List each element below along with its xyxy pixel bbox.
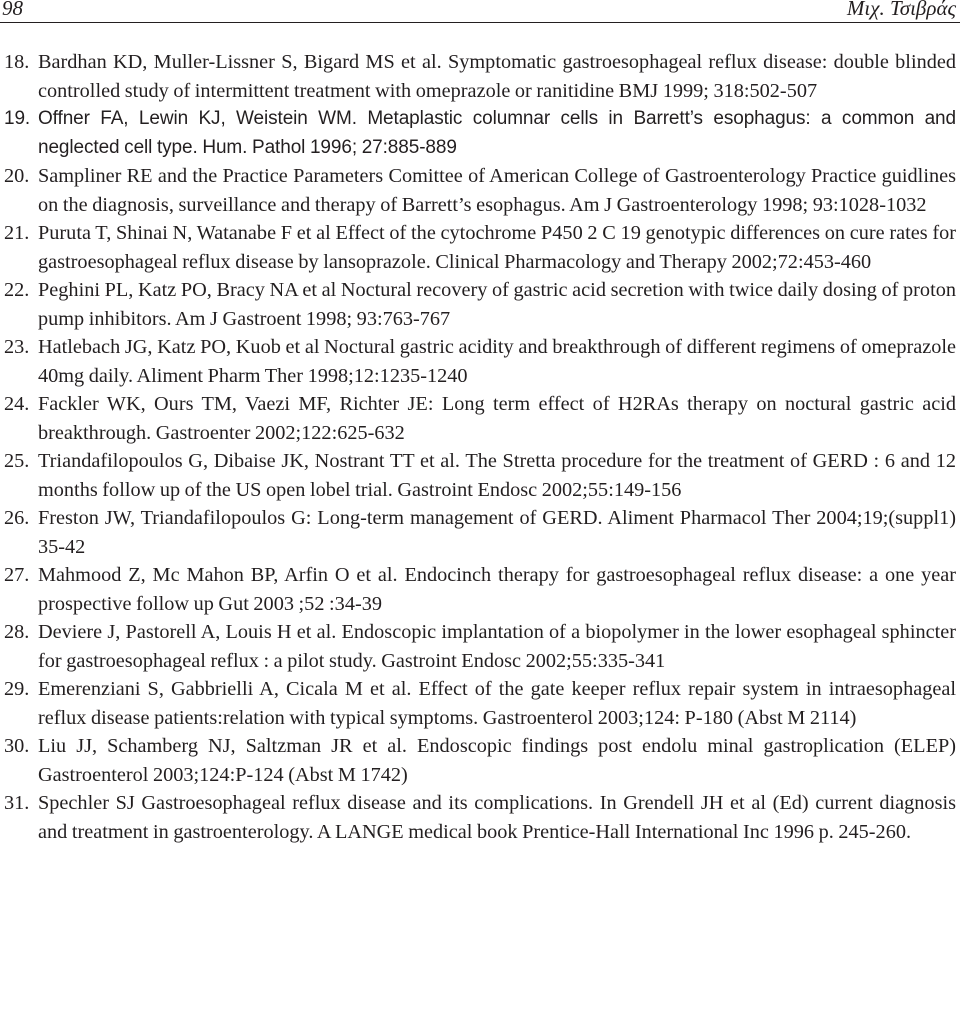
reference-list: [4, 48, 956, 846]
reference-number: 18.: [4, 51, 30, 73]
reference-number: 26.: [4, 507, 30, 529]
reference-text: Freston JW, Triandafilopoulos G: Long-term management of GERD. Aliment Pharmacol Ther 2004;19;(suppl1) 35-42: [38, 507, 956, 558]
reference-item: [4, 447, 956, 504]
running-title: Μιχ. Τσιβράς: [846, 0, 956, 20]
reference-number: 25.: [4, 450, 30, 472]
reference-number: 27.: [4, 564, 30, 586]
reference-item: [4, 732, 956, 789]
reference-item: [4, 333, 956, 390]
reference-number: 21.: [4, 222, 30, 244]
reference-item: [4, 105, 956, 162]
reference-number: 24.: [4, 393, 30, 415]
reference-item: [4, 390, 956, 447]
reference-number: 22.: [4, 279, 30, 301]
reference-item: [4, 48, 956, 105]
reference-item: [4, 276, 956, 333]
reference-number: 31.: [4, 792, 30, 814]
reference-item: [4, 789, 956, 846]
reference-number: 28.: [4, 621, 30, 643]
reference-text: Mahmood Z, Mc Mahon BP, Arfin O et al. Endocinch therapy for gastroesophageal reflux disease: a one year prospective follow up Gut 2003 ;52 :34-39: [38, 564, 956, 615]
reference-number: 29.: [4, 678, 30, 700]
reference-text: Peghini PL, Katz PO, Bracy NA et al Noctural recovery of gastric acid secretion with twice daily dosing of proton pump inhibitors. Am J Gastroent 1998; 93:763-767: [38, 279, 956, 330]
reference-number: 30.: [4, 735, 30, 757]
reference-text: Triandafilopoulos G, Dibaise JK, Nostrant TT et al. The Stretta procedure for the treatment of GERD : 6 and 12 months follow up of the US open lobel trial. Gastroint Endosc 2002;55:149-156: [38, 450, 956, 501]
reference-number: 20.: [4, 165, 30, 187]
reference-item: [4, 504, 956, 561]
reference-text: Offner FA, Lewin KJ, Weistein WM. Metaplastic columnar cells in Barrett’s esophagus: a common and neglected cell type. Hum. Pathol 1996; 27:885-889: [38, 108, 956, 158]
reference-text: Puruta T, Shinai N, Watanabe F et al Effect of the cytochrome P450 2 C 19 genotypic differences on cure rates for gastroesophageal reflux disease by lansoprazole. Clinical Pharmacology and Therapy 2002;72:453-460: [38, 222, 956, 273]
reference-text: Fackler WK, Ours TM, Vaezi MF, Richter JE: Long term effect of H2RAs therapy on noctural gastric acid breakthrough. Gastroenter 2002;122:625-632: [38, 393, 956, 444]
reference-text: Spechler SJ Gastroesophageal reflux disease and its complications. In Grendell JH et al (Ed) current diagnosis and treatment in gastroenterology. A LANGE medical book Prentice-Hall International Inc 1996 p. 245-260.: [38, 792, 956, 843]
reference-text: Liu JJ, Schamberg NJ, Saltzman JR et al. Endoscopic findings post endolu minal gastroplication (ELEP) Gastroenterol 2003;124:P-124 (Abst M 1742): [38, 735, 956, 786]
reference-text: Sampliner RE and the Practice Parameters Comittee of American College of Gastroenterology Practice guidlines on the diagnosis, surveillance and therapy of Barrett’s esophagus. Am J Gastroenterology 1998; 93:1028-1032: [38, 165, 956, 216]
reference-text: Hatlebach JG, Katz PO, Kuob et al Noctural gastric acidity and breakthrough of different regimens of omeprazole 40mg daily. Aliment Pharm Ther 1998;12:1235-1240: [38, 336, 956, 387]
reference-item: [4, 618, 956, 675]
reference-item: [4, 675, 956, 732]
running-header: [0, 0, 960, 23]
reference-text: Bardhan KD, Muller-Lissner S, Bigard MS et al. Symptomatic gastroesophageal reflux disease: double blinded controlled study of intermittent treatment with omeprazole or ranitidine BMJ 1999; 318:502-507: [38, 51, 956, 102]
reference-item: [4, 162, 956, 219]
reference-text: Deviere J, Pastorell A, Louis H et al. Endoscopic implantation of a biopolymer in the lower esophageal sphincter for gastroesophageal reflux : a pilot study. Gastroint Endosc 2002;55:335-341: [38, 621, 956, 672]
reference-text: Emerenziani S, Gabbrielli A, Cicala M et al. Effect of the gate keeper reflux repair system in intraesophageal reflux disease patients:relation with typical symptoms. Gastroenterol 2003;124: P-180 (Abst M 2114): [38, 678, 956, 729]
reference-item: [4, 561, 956, 618]
page-number: 98: [2, 0, 23, 20]
reference-number: 19.: [4, 108, 31, 129]
reference-item: [4, 219, 956, 276]
reference-number: 23.: [4, 336, 30, 358]
